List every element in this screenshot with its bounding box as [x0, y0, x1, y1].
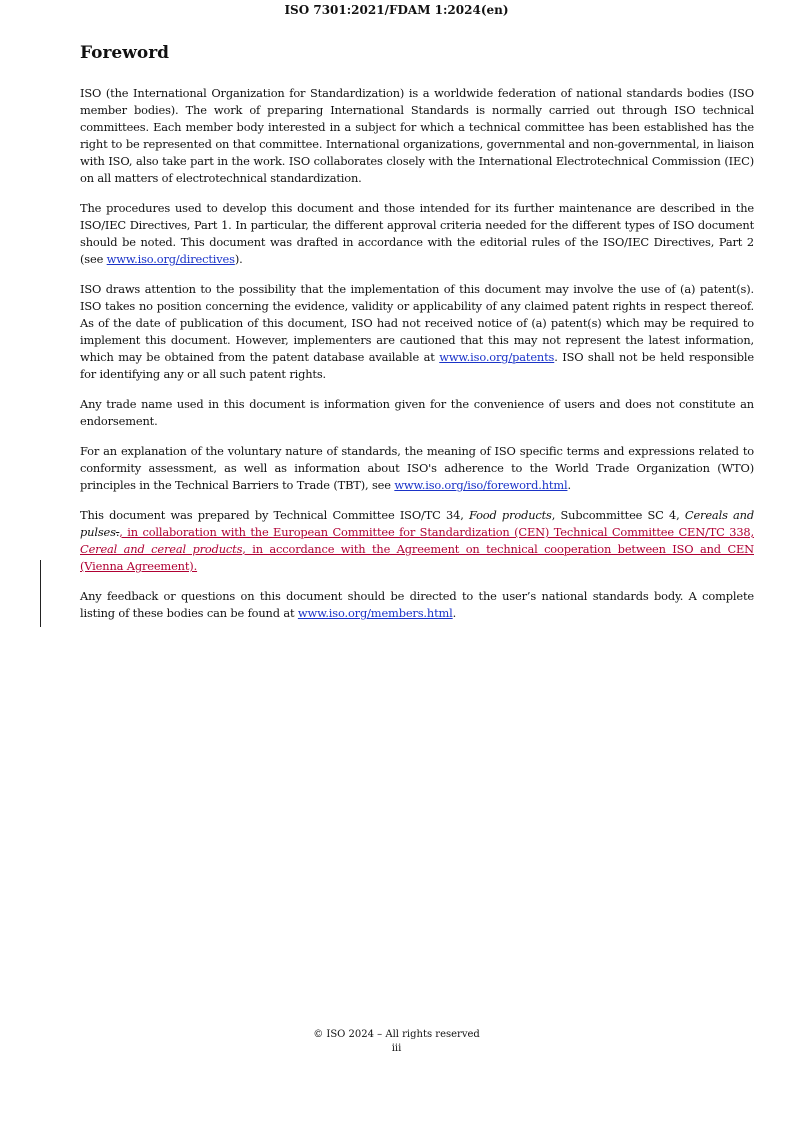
- committee-text-a: This document was prepared by Technical Committee ISO/TC 34,: [80, 508, 469, 522]
- committee-cereals: Cereals and pulses: [80, 508, 755, 539]
- deleted-period: .: [115, 525, 120, 539]
- change-bar: [40, 560, 41, 627]
- patents-end: . ISO shall not be held responsible for identifying any or all such patent rights.: [80, 350, 754, 381]
- directives-link[interactable]: www.iso.org/directives: [106, 252, 235, 266]
- paragraph-feedback: [80, 588, 754, 622]
- copyright-notice: © ISO 2024 – All rights reserved: [313, 1029, 480, 1040]
- paragraph-patents: [80, 281, 754, 383]
- feedback-end: .: [452, 606, 457, 620]
- procedures-end: ).: [234, 252, 243, 266]
- voluntary-text: For an explanation of the voluntary nature of standards, the meaning of ISO specific terms and expressions related to conformity assessment, as well as information about ISO's adherence to the World Trade Organization (WTO) principles in the Technical Barriers to Trade (TBT), see: [80, 444, 754, 492]
- voluntary-end: .: [567, 478, 571, 492]
- members-link[interactable]: www.iso.org/members.html: [297, 606, 453, 620]
- paragraph-voluntary: [80, 443, 754, 494]
- patents-text: ISO draws attention to the possibility that the implementation of this document may involve the use of (a) patent(s). ISO takes no position concerning the evidence, validity or applicability of any claimed patent rights in respect thereof. As of the date of publication of this document, ISO had not received notice of (a) patent(s) which may be required to implement this document. However, implementers are cautioned that this may not represent the latest information, which may be obtained from the patent database available at: [80, 282, 754, 364]
- foreword-link[interactable]: www.iso.org/iso/foreword.html: [394, 478, 568, 492]
- paragraph-iso-intro: ISO (the International Organization for Standardization) is a worldwide federation of national standards bodies (ISO member bodies). The work of preparing International Standards is normally carried out through ISO technical committees. Each member body interested in a subject for which a technical committee has been established has the right to be represented on that committee. International organizations, governmental and non-governmental, in liaison with ISO, also take part in the work. ISO collaborates closely with the International Electrotechnical Commission (IEC) on all matters of electrotechnical standardization.: [80, 86, 754, 185]
- page-title: Foreword: [80, 43, 170, 63]
- paragraph-trade-name: Any trade name used in this document is information given for the convenience of users and does not constitute an endorsement.: [80, 397, 754, 428]
- paragraph-procedures: [80, 200, 754, 268]
- inserted-italic: Cereal and cereal products: [80, 542, 243, 556]
- inserted-text-a: , in collaboration with the European Committee for Standardization (CEN) Technical Committee CEN/TC 338,: [119, 525, 754, 539]
- foreword-body: [80, 85, 754, 635]
- patents-link[interactable]: www.iso.org/patents: [439, 350, 555, 364]
- committee-text-b: , Subcommittee SC 4,: [551, 508, 685, 522]
- page-number: iii: [391, 1043, 402, 1054]
- procedures-text: The procedures used to develop this document and those intended for its further maintenance are described in the ISO/IEC Directives, Part 1. In particular, the different approval criteria needed for the different types of ISO document should be noted. This document was drafted in accordance with the editorial rules of the ISO/IEC Directives, Part 2 (see: [80, 201, 754, 266]
- page-footer: [0, 1028, 793, 1056]
- paragraph-committee: [80, 507, 754, 575]
- document-header: ISO 7301:2021/FDAM 1:2024(en): [284, 3, 509, 17]
- committee-food-products: Food products: [468, 508, 552, 522]
- feedback-text: Any feedback or questions on this document should be directed to the user’s national standards body. A complete listing of these bodies can be found at: [80, 589, 754, 620]
- inserted-text-b: , in accordance with the Agreement on technical cooperation between ISO and CEN (Vienna Agreement).: [80, 542, 754, 573]
